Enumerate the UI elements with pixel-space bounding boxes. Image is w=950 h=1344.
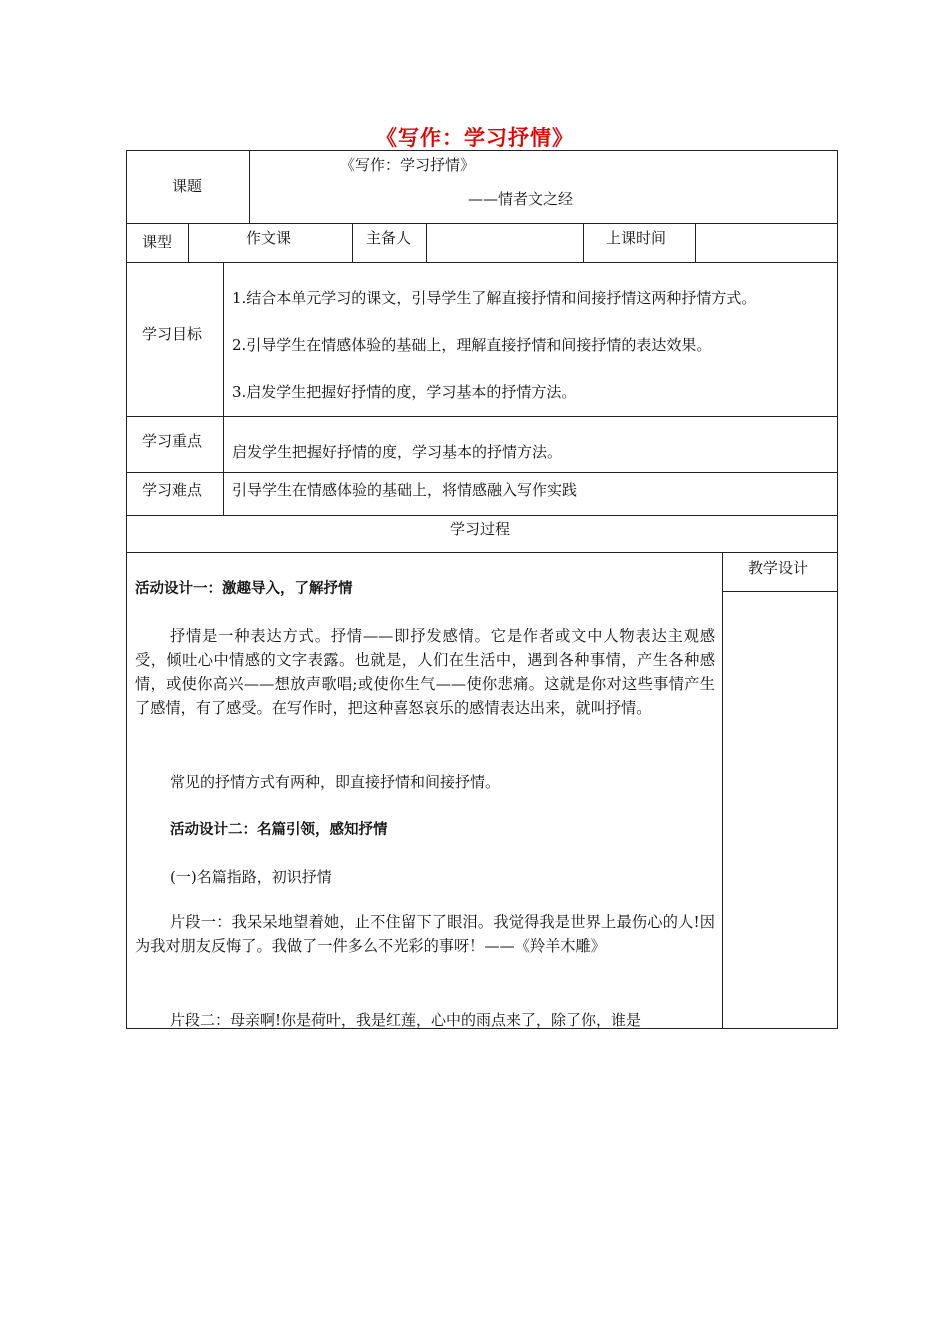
topic-title: 《写作：学习抒情》 — [340, 156, 476, 174]
row-divider — [126, 223, 838, 224]
process-label: 学习过程 — [450, 520, 511, 538]
activity-paragraph: 抒情是一种表达方式。抒情——即抒发感情。它是作者或文中人物表达主观感受，倾吐心中情感的文字表露。也就是，人们在生活中，遇到各种事情，产生各种感情，或使你高兴——想放声歌唱;或使你生气——使你悲痛。这就是你对这些事情产生了感情，有了感受。在写作时，把这种喜怒哀乐的感情表达出来，就叫抒情。 — [135, 627, 715, 717]
difficulty-label: 学习难点 — [142, 481, 203, 499]
objective-item: 1.结合本单元学习的课文，引导学生了解直接抒情和间接抒情这两种抒情方式。 — [232, 289, 757, 307]
sub-heading: (一)名篇指路，初识抒情 — [170, 868, 332, 886]
objective-item: 3.启发学生把握好抒情的度，学习基本的抒情方法。 — [232, 383, 577, 401]
activity-heading: 活动设计二：名篇引领，感知抒情 — [170, 822, 388, 838]
key-point-text: 启发学生把握好抒情的度，学习基本的抒情方法。 — [232, 443, 563, 461]
objectives-label: 学习目标 — [142, 325, 203, 343]
row-divider — [126, 552, 838, 553]
objective-item: 2.引导学生在情感体验的基础上，理解直接抒情和间接抒情的表达效果。 — [232, 336, 712, 354]
col-divider — [188, 223, 189, 262]
col-divider — [352, 223, 353, 262]
preparer-label: 主备人 — [366, 229, 412, 247]
activity-paragraph: 常见的抒情方式有两种，即直接抒情和间接抒情。 — [170, 773, 501, 791]
design-column-divider — [722, 591, 838, 592]
col-divider — [695, 223, 696, 262]
col-divider — [223, 262, 224, 515]
row-divider — [126, 416, 838, 417]
type-value: 作文课 — [246, 229, 292, 247]
activity-heading: 活动设计一：激趣导入，了解抒情 — [135, 581, 353, 597]
time-label: 上课时间 — [606, 229, 667, 247]
col-divider — [583, 223, 584, 262]
row-divider — [126, 472, 838, 473]
design-label: 教学设计 — [748, 559, 809, 577]
col-divider — [426, 223, 427, 262]
row-divider — [126, 262, 838, 263]
key-point-label: 学习重点 — [142, 432, 203, 450]
type-label: 课型 — [142, 233, 173, 251]
col-divider — [722, 552, 723, 1029]
difficulty-text: 引导学生在情感体验的基础上，将情感融入写作实践 — [232, 481, 578, 499]
topic-subtitle: ——情者文之经 — [468, 190, 574, 208]
document-title: 《写作：学习抒情》 — [376, 126, 574, 150]
excerpt-paragraph: 片段二：母亲啊!你是荷叶，我是红莲，心中的雨点来了，除了你，谁是 — [170, 1011, 642, 1029]
excerpt-paragraph: 片段一：我呆呆地望着她，止不住留下了眼泪。我觉得我是世界上最伤心的人!因为我对朋友反悔了。我做了一件多么不光彩的事呀！——《羚羊木雕》 — [135, 913, 715, 955]
topic-label: 课题 — [172, 177, 203, 195]
col-divider — [249, 150, 250, 223]
row-divider — [126, 515, 838, 516]
